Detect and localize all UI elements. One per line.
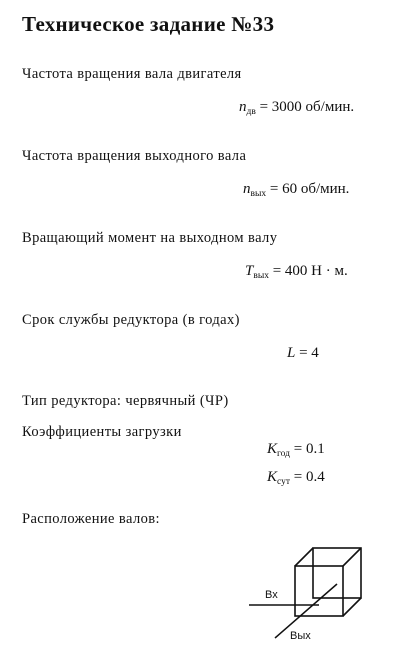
formula-output-torque [245,263,348,281]
reducer-type: Тип редуктора: червячный (ЧР) [22,393,229,409]
value: = 0.1 [293,441,325,457]
symbol: L [287,345,296,361]
symbol: T [245,263,254,279]
formula-service-life [287,345,319,362]
formula-k-day [267,469,325,487]
output-shaft-label: Вых [290,630,311,642]
shaft-layout-label: Расположение валов: [22,511,160,527]
param-label-output-speed: Частота вращения выходного вала [22,148,247,164]
subscript: сут [277,477,291,487]
gearbox-edge [295,548,313,566]
symbol: n [243,181,251,197]
symbol: K [267,469,278,485]
document-title: Техническое задание №33 [22,12,275,36]
gearbox-front-face [295,566,343,616]
param-label-motor-speed: Частота вращения вала двигателя [22,66,242,82]
subscript: год [277,449,290,459]
formula-k-year [267,441,325,459]
value: = 60 об/мин. [269,181,350,197]
subscript: вых [250,189,267,199]
subscript: вых [253,271,269,281]
formula-output-speed [243,181,349,199]
value: = 400 Н · м. [272,263,348,279]
gearbox-edge [343,548,361,566]
param-label-output-torque: Вращающий момент на выходном валу [22,230,278,246]
value: = 4 [299,345,319,361]
param-label-service-life: Срок службы редуктора (в годах) [22,312,240,328]
symbol: n [239,99,247,115]
subscript: дв [246,107,256,117]
gearbox-edge [343,598,361,616]
load-coefficients-label: Коэффициенты загрузки [22,424,182,440]
shaft-layout-diagram [245,544,375,644]
input-shaft-label: Вх [265,589,278,601]
symbol: K [267,441,278,457]
value: = 0.4 [293,469,325,485]
value: = 3000 об/мин. [259,99,355,115]
formula-motor-speed [239,99,354,117]
